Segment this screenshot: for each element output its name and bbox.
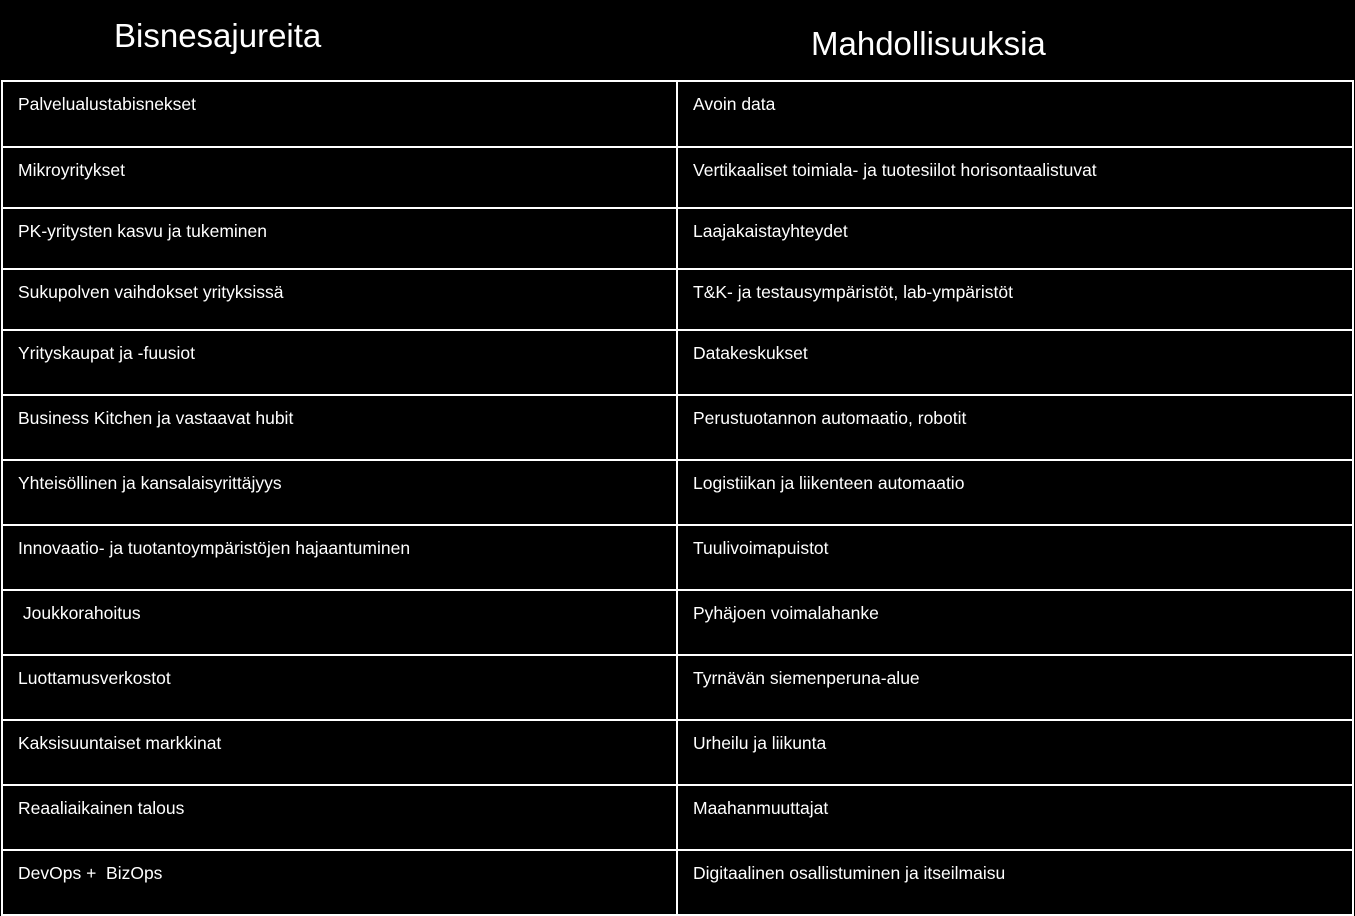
table-header — [0, 0, 1355, 80]
drivers-opportunities-table — [1, 80, 1354, 916]
table-row — [2, 590, 1353, 655]
opportunity-cell: Maahanmuuttajat — [677, 785, 1353, 850]
driver-cell: DevOps + BizOps — [2, 850, 677, 915]
driver-cell: Innovaatio- ja tuotantoympäristöjen hajaantuminen — [2, 525, 677, 590]
driver-cell: Kaksisuuntaiset markkinat — [2, 720, 677, 785]
driver-cell: Reaaliaikainen talous — [2, 785, 677, 850]
table-row — [2, 269, 1353, 330]
column-title-business-drivers: Bisnesajureita — [114, 17, 322, 54]
opportunity-cell: Datakeskukset — [677, 330, 1353, 395]
table-row — [2, 460, 1353, 525]
column-title-opportunities: Mahdollisuuksia — [811, 25, 1046, 62]
opportunity-cell: Laajakaistayhteydet — [677, 208, 1353, 269]
table-row — [2, 720, 1353, 785]
opportunity-cell: Vertikaaliset toimiala- ja tuotesiilot horisontaalistuvat — [677, 147, 1353, 208]
driver-cell: Mikroyritykset — [2, 147, 677, 208]
driver-cell: Yhteisöllinen ja kansalaisyrittäjyys — [2, 460, 677, 525]
opportunity-cell: T&K- ja testausympäristöt, lab-ympäristöt — [677, 269, 1353, 330]
table-row — [2, 850, 1353, 915]
driver-cell: Sukupolven vaihdokset yrityksissä — [2, 269, 677, 330]
opportunity-cell: Tyrnävän siemenperuna-alue — [677, 655, 1353, 720]
driver-cell: Yrityskaupat ja -fuusiot — [2, 330, 677, 395]
opportunity-cell: Perustuotannon automaatio, robotit — [677, 395, 1353, 460]
opportunity-cell: Urheilu ja liikunta — [677, 720, 1353, 785]
driver-cell: Business Kitchen ja vastaavat hubit — [2, 395, 677, 460]
table-row — [2, 81, 1353, 147]
table-row — [2, 395, 1353, 460]
driver-cell: PK-yritysten kasvu ja tukeminen — [2, 208, 677, 269]
driver-cell: Joukkorahoitus — [2, 590, 677, 655]
table-row — [2, 655, 1353, 720]
driver-cell: Palvelualustabisnekset — [2, 81, 677, 147]
opportunity-cell: Logistiikan ja liikenteen automaatio — [677, 460, 1353, 525]
table-row — [2, 525, 1353, 590]
opportunity-cell: Avoin data — [677, 81, 1353, 147]
table-row — [2, 330, 1353, 395]
table-row — [2, 785, 1353, 850]
driver-cell: Luottamusverkostot — [2, 655, 677, 720]
opportunity-cell: Pyhäjoen voimalahanke — [677, 590, 1353, 655]
opportunity-cell: Digitaalinen osallistuminen ja itseilmaisu — [677, 850, 1353, 915]
table-row — [2, 208, 1353, 269]
table-row — [2, 147, 1353, 208]
opportunity-cell: Tuulivoimapuistot — [677, 525, 1353, 590]
